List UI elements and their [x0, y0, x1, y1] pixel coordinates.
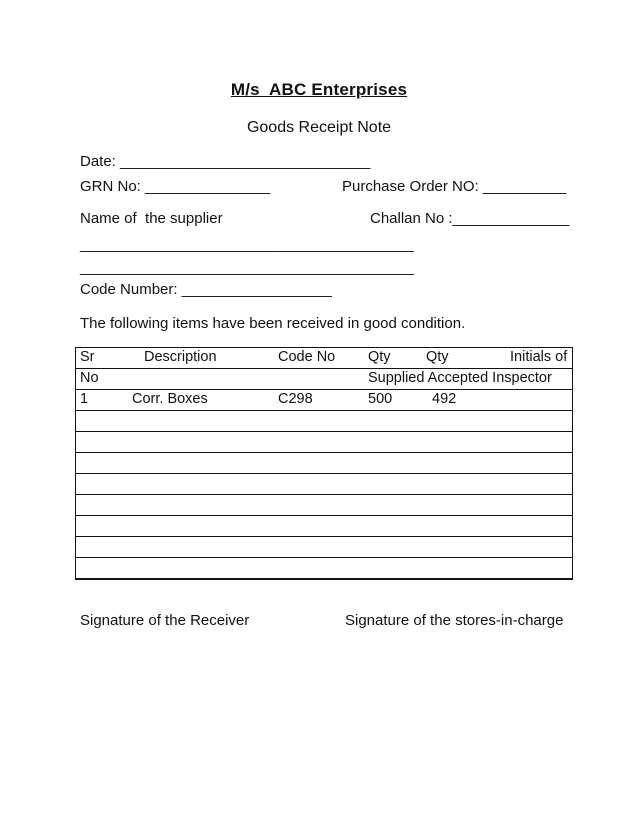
table-cell	[76, 558, 129, 580]
header-cell: Inspector	[492, 370, 552, 386]
table-cell	[364, 495, 424, 516]
header-cell: Accepted	[427, 370, 489, 386]
table-row	[76, 390, 573, 411]
header-cell	[272, 369, 364, 390]
table-cell	[76, 495, 129, 516]
table-cell	[272, 495, 364, 516]
table-cell	[128, 537, 272, 558]
table-cell	[128, 432, 272, 453]
table-cell	[364, 432, 424, 453]
table-cell	[76, 453, 129, 474]
table-cell	[76, 537, 129, 558]
table-cell	[272, 558, 364, 580]
table-cell	[424, 537, 500, 558]
table-cell	[500, 453, 573, 474]
table-cell	[128, 516, 272, 537]
stores-signature-label: Signature of the stores-in-charge	[345, 612, 564, 629]
challan-number-field: Challan No :______________	[370, 210, 570, 227]
table-cell	[76, 516, 129, 537]
table-cell	[500, 516, 573, 537]
header-cell: Initials of	[500, 348, 573, 369]
table-cell	[424, 474, 500, 495]
table-cell	[272, 453, 364, 474]
table-cell	[364, 411, 424, 432]
table-cell	[364, 453, 424, 474]
supplier-blank-line: ________________________________________	[80, 236, 414, 253]
table-header-row	[76, 369, 573, 390]
table-cell	[76, 474, 129, 495]
table-cell	[500, 432, 573, 453]
table-cell	[272, 432, 364, 453]
table-cell	[76, 432, 129, 453]
table-row	[76, 411, 573, 432]
table-cell	[424, 516, 500, 537]
document-title: Goods Receipt Note	[246, 119, 392, 136]
table-cell	[500, 390, 573, 411]
table-cell: C298	[272, 390, 364, 411]
table-row	[76, 537, 573, 558]
supplier-blank-line: ________________________________________	[80, 259, 414, 276]
date-field: Date: ______________________________	[80, 153, 371, 170]
table-cell	[272, 411, 364, 432]
table-cell	[500, 411, 573, 432]
items-table	[75, 347, 573, 580]
header-cell: Qty	[424, 348, 500, 369]
header-cell: Supplied	[368, 370, 425, 386]
table-cell	[424, 495, 500, 516]
table-cell	[500, 495, 573, 516]
table-cell	[424, 558, 500, 580]
table-row	[76, 516, 573, 537]
table-header-row	[76, 348, 573, 369]
table-cell	[128, 411, 272, 432]
supplier-name-field: Name of the supplier	[80, 210, 223, 227]
table-row	[76, 495, 573, 516]
table-cell: 500	[364, 390, 424, 411]
receiver-signature-label: Signature of the Receiver	[80, 612, 250, 629]
table-cell	[424, 411, 500, 432]
table-cell	[424, 453, 500, 474]
table-cell	[500, 558, 573, 580]
purchase-order-field: Purchase Order NO: __________	[342, 178, 567, 195]
code-number-field: Code Number: __________________	[80, 281, 332, 298]
table-cell	[364, 558, 424, 580]
table-cell	[364, 537, 424, 558]
table-cell	[272, 474, 364, 495]
table-row	[76, 474, 573, 495]
table-row	[76, 558, 573, 580]
company-name: M/s ABC Enterprises	[230, 80, 408, 99]
table-cell	[128, 453, 272, 474]
header-cell: Code No	[272, 348, 364, 369]
table-cell: 1	[76, 390, 129, 411]
table-row	[76, 453, 573, 474]
table-cell	[364, 474, 424, 495]
table-cell	[128, 558, 272, 580]
header-cell: Description	[128, 348, 272, 369]
header-cell: Sr	[76, 348, 129, 369]
table-cell	[76, 411, 129, 432]
table-cell	[272, 537, 364, 558]
table-cell	[424, 432, 500, 453]
header-cell: Qty	[364, 348, 424, 369]
table-row	[76, 432, 573, 453]
header-cell	[128, 369, 272, 390]
table-cell: 492	[424, 390, 500, 411]
table-cell	[128, 495, 272, 516]
header-cell: No	[76, 369, 129, 390]
header-cell-qty	[364, 369, 573, 390]
table-cell	[364, 516, 424, 537]
table-cell	[500, 537, 573, 558]
table-cell	[128, 474, 272, 495]
table-cell: Corr. Boxes	[128, 390, 272, 411]
table-cell	[272, 516, 364, 537]
receipt-statement: The following items have been received in good condition.	[80, 315, 466, 332]
grn-number-field: GRN No: _______________	[80, 178, 271, 195]
table-cell	[500, 474, 573, 495]
